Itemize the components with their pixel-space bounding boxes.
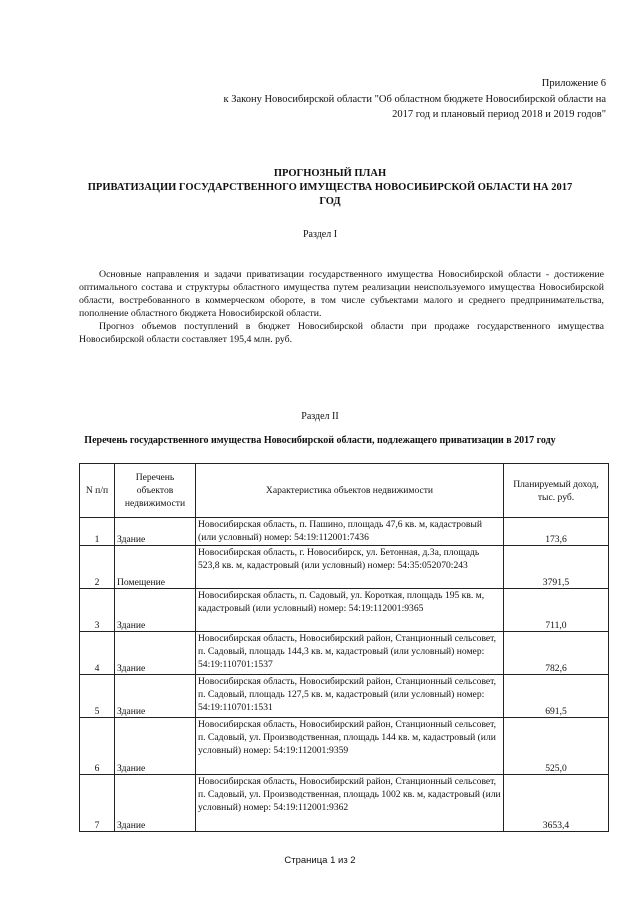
row-type: Здание xyxy=(115,518,196,546)
row-description: Новосибирская область, Новосибирский район, Станционный сельсовет, п. Садовый, площадь 127,5 кв. м, кадастровый (или условный) номер: 54:19:110701:1531 xyxy=(196,675,504,718)
row-income: 3653,4 xyxy=(504,775,609,832)
appendix-number: Приложение 6 xyxy=(541,78,606,89)
plan-title-line3: ГОД xyxy=(319,196,341,207)
table-row xyxy=(80,718,609,775)
table-row xyxy=(80,775,609,832)
row-income: 691,5 xyxy=(504,675,609,718)
table-row xyxy=(80,518,609,546)
row-income: 3791,5 xyxy=(504,546,609,589)
section2-title: Перечень государственного имущества Новосибирской области, подлежащего приватизации в 2017 году xyxy=(84,435,556,446)
section2-heading: Раздел II xyxy=(301,411,339,422)
header-list: Перечень объектов недвижимости xyxy=(115,464,196,518)
property-table xyxy=(79,463,609,832)
row-number: 3 xyxy=(80,589,115,632)
table-row xyxy=(80,546,609,589)
row-type: Здание xyxy=(115,675,196,718)
table-row xyxy=(80,675,609,718)
section1-body xyxy=(79,268,604,346)
row-description: Новосибирская область, Новосибирский район, Станционный сельсовет, п. Садовый, ул. Производственная, площадь 144 кв. м, кадастровый (или условный) номер: 54:19:112001:9359 xyxy=(196,718,504,775)
table-row xyxy=(80,589,609,632)
row-description: Новосибирская область, г. Новосибирск, ул. Бетонная, д.3а, площадь 523,8 кв. м, кадастровый (или условный) номер: 54:35:052070:243 xyxy=(196,546,504,589)
plan-title-line1: ПРОГНОЗНЫЙ ПЛАН xyxy=(273,168,387,179)
header-num: N п/п xyxy=(80,464,115,518)
row-type: Здание xyxy=(115,718,196,775)
row-description: Новосибирская область, п. Пашино, площадь 47,6 кв. м, кадастровый (или условный) номер: 54:19:112001:7436 xyxy=(196,518,504,546)
row-income: 782,6 xyxy=(504,632,609,675)
row-income: 711,0 xyxy=(504,589,609,632)
header-desc: Характеристика объектов недвижимости xyxy=(196,464,504,518)
row-type: Здание xyxy=(115,775,196,832)
row-description: Новосибирская область, Новосибирский район, Станционный сельсовет, п. Садовый, ул. Производственная, площадь 1002 кв. м, кадастровый (или условный) номер: 54:19:112001:9362 xyxy=(196,775,504,832)
row-number: 7 xyxy=(80,775,115,832)
row-description: Новосибирская область, п. Садовый, ул. Короткая, площадь 195 кв. м, кадастровый (или условный) номер: 54:19:112001:9365 xyxy=(196,589,504,632)
header-income: Планируемый доход, тыс. руб. xyxy=(504,464,609,518)
row-description: Новосибирская область, Новосибирский район, Станционный сельсовет, п. Садовый, площадь 144,3 кв. м, кадастровый (или условный) номер: 54:19:110701:1537 xyxy=(196,632,504,675)
page-footer: Страница 1 из 2 xyxy=(284,855,356,866)
section1-paragraph2: Прогноз объемов поступлений в бюджет Новосибирской области при продаже государственного имущества Новосибирской области составляет 195,4 млн. руб. xyxy=(79,321,604,345)
row-number: 2 xyxy=(80,546,115,589)
row-income: 525,0 xyxy=(504,718,609,775)
appendix-law-line2: 2017 год и плановый период 2018 и 2019 годов" xyxy=(392,109,606,120)
appendix-law-line1: к Закону Новосибирской области "Об областном бюджете Новосибирской области на xyxy=(223,94,606,105)
table-row xyxy=(80,632,609,675)
plan-title-line2: ПРИВАТИЗАЦИИ ГОСУДАРСТВЕННОГО ИМУЩЕСТВА НОВОСИБИРСКОЙ ОБЛАСТИ НА 2017 xyxy=(87,182,573,193)
row-number: 5 xyxy=(80,675,115,718)
table-header-row xyxy=(80,464,609,518)
row-number: 4 xyxy=(80,632,115,675)
row-number: 6 xyxy=(80,718,115,775)
row-number: 1 xyxy=(80,518,115,546)
section1-heading: Раздел I xyxy=(302,229,338,240)
section1-paragraph1: Основные направления и задачи приватизации государственного имущества Новосибирской области - достижение оптимального состава и структуры областного имущества путем реализации неиспользуемого имущества Новосибирской области, востребованного в коммерческом обороте, в том числе субъектами малого и среднего предпринимательства, пополнение областного бюджета Новосибирской области. xyxy=(79,269,604,319)
row-income: 173,6 xyxy=(504,518,609,546)
row-type: Здание xyxy=(115,589,196,632)
row-type: Здание xyxy=(115,632,196,675)
row-type: Помещение xyxy=(115,546,196,589)
